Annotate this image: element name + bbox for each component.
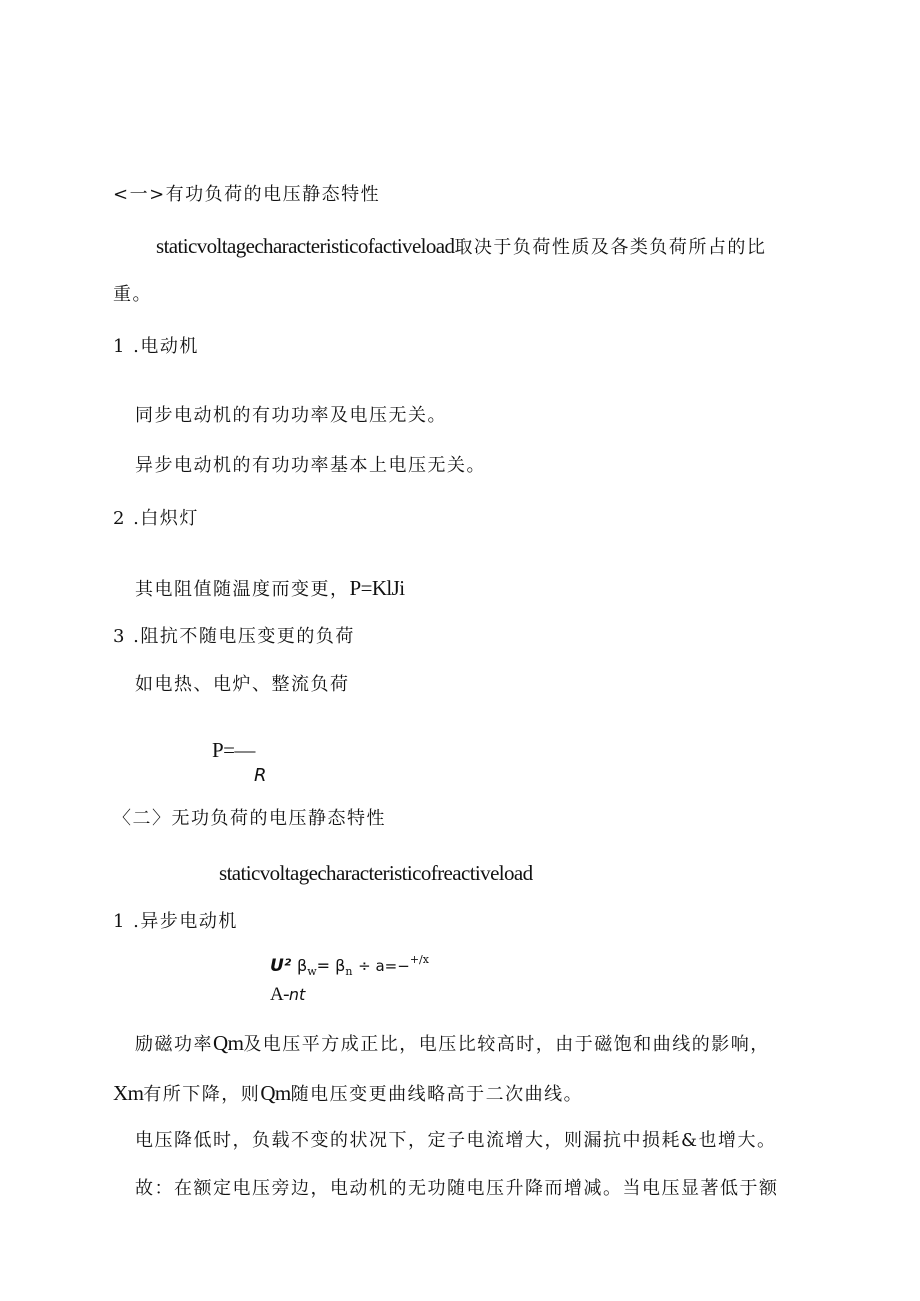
item-heading-motor: 1 .电动机 <box>113 336 199 357</box>
item-heading-constant-impedance: 3 .阻抗不随电压变更的负荷 <box>113 626 355 647</box>
reactive-formula-u-squared: U² <box>270 956 292 976</box>
xm-symbol: Xm <box>113 1081 144 1105</box>
reactive-formula-sub-w: w <box>307 965 317 978</box>
reactive-formula-equals-beta: = β <box>316 956 346 975</box>
constant-impedance-examples: 如电热、电炉、整流负荷 <box>135 674 350 695</box>
active-load-intro-chinese: 取决于负荷性质及各类负荷所占的比 <box>454 237 767 258</box>
section-heading-active-load: <一>有功负荷的电压静态特性 <box>113 184 381 205</box>
item-heading-asynchronous-motor: 1 .异步电动机 <box>113 911 238 932</box>
magnetizing-power-explanation: 及电压平方成正比，电压比较高时，由于磁饱和曲线的影响， <box>243 1034 770 1055</box>
reactive-load-intro-english: staticvoltagecharacteristicofreactiveload <box>219 861 533 885</box>
xm-decrease-text: 有所下降，则 <box>143 1084 261 1105</box>
qm-symbol: Qm <box>213 1031 244 1055</box>
reactive-formula-superscript: +/x <box>409 953 429 966</box>
item-heading-incandescent-lamp: 2 .白炽灯 <box>113 508 199 529</box>
incandescent-lamp-formula: P=KlJi <box>349 576 405 600</box>
asynchronous-motor-text: 异步电动机的有功功率基本上电压无关。 <box>135 455 486 476</box>
power-formula-numerator: P=— <box>212 738 255 762</box>
conclusion-paragraph: 故：在额定电压旁边，电动机的无功随电压升降而增减。当电压显著低于额 <box>135 1178 779 1199</box>
reactive-formula-tail: ÷ a=− <box>358 957 410 975</box>
incandescent-lamp-description: 其电阻值随温度而变更， <box>135 579 350 600</box>
magnetizing-power-paragraph-line-2 <box>113 1083 583 1104</box>
reactive-formula-line-2 <box>270 985 305 1004</box>
reactive-formula-nt: nt <box>288 985 306 1004</box>
magnetizing-power-label: 励磁功率 <box>135 1034 213 1055</box>
active-load-intro <box>156 236 766 257</box>
qm-curve-text: 随电压变更曲线略高于二次曲线。 <box>290 1084 584 1105</box>
reactive-formula-line-1 <box>270 953 429 978</box>
active-load-intro-english: staticvoltagecharacteristicofactiveload <box>156 234 455 258</box>
reactive-formula-a: A- <box>270 984 289 1005</box>
power-formula-denominator: R <box>254 765 266 786</box>
magnetizing-power-paragraph-line-1 <box>135 1033 770 1054</box>
active-load-intro-continued: 重。 <box>113 284 152 305</box>
synchronous-motor-text: 同步电动机的有功功率及电压无关。 <box>135 405 447 426</box>
voltage-drop-paragraph: 电压降低时，负载不变的状况下，定子电流增大，则漏抗中损耗&也增大。 <box>135 1130 777 1151</box>
qm-symbol-2: Qm <box>260 1081 291 1105</box>
section-heading-reactive-load: 〈二〉无功负荷的电压静态特性 <box>113 808 386 829</box>
reactive-formula-beta: β <box>296 956 308 975</box>
reactive-formula-sub-n: n <box>345 965 353 978</box>
incandescent-lamp-text <box>135 578 404 599</box>
